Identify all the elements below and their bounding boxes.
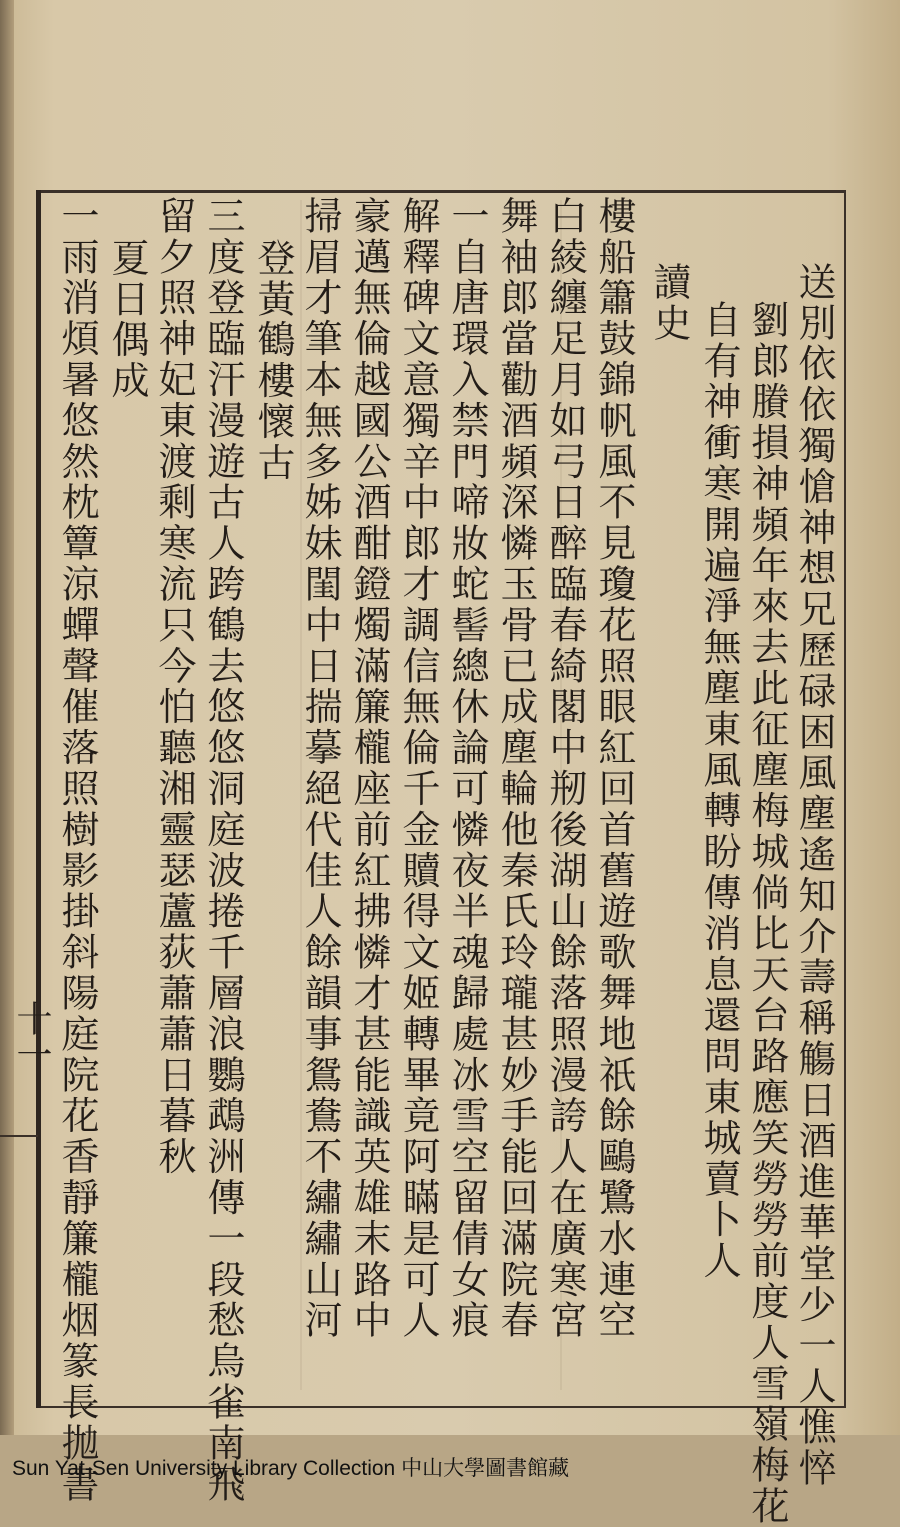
book-spine	[0, 0, 14, 1435]
text-column-5: 樓船簫鼓錦帆風不見瓊花照眼紅回首舊遊歌舞地祇餘鷗鷺水連空	[592, 196, 636, 1342]
text-column-13: 三度登臨汗漫遊古人跨鶴去悠悠洞庭波捲千層浪鸚鵡洲傳一段愁烏雀南飛	[201, 196, 245, 1505]
text-column-7: 舞袖郎當勸酒頻深憐玉骨已成塵輪他秦氏玲瓏甚妙手能回滿院春	[494, 196, 538, 1342]
folio-rule	[0, 1135, 38, 1137]
text-column-1: 送別依依獨愴神想兄歷碌困風塵遙知介壽稱觴日酒進華堂少一人憔悴	[792, 262, 836, 1489]
text-column-3: 自有神衝寒開遍淨無塵東風轉盼傳消息還問東城賣卜人	[697, 300, 741, 1282]
frame-left-border	[36, 190, 41, 1408]
text-column-16: 一雨消煩暑悠然枕簟涼蟬聲催落照樹影掛斜陽庭院花香靜簾櫳烟篆長拋書	[55, 196, 99, 1505]
text-column-8: 一自唐環入禁門啼妝蛇髻總休論可憐夜半魂歸處冰雪空留倩女痕	[445, 196, 489, 1342]
text-column-6: 白綾纏足月如弓日醉臨春綺閣中剏後湖山餘落照漫誇人在廣寒宮	[543, 196, 587, 1342]
collection-caption: Sun Yat-Sen University Library Collection 中山大學圖書館藏	[12, 1457, 570, 1480]
text-column-14: 留夕照神妃東渡剩寒流只今怕聽湘靈瑟蘆荻蕭蕭日暮秋	[152, 196, 196, 1178]
section-heading-dushi: 讀史	[647, 262, 691, 344]
text-column-9: 解釋碑文意獨辛中郎才調信無倫千金贖得文姬轉畢竟阿瞞是可人	[396, 196, 440, 1342]
text-column-2: 劉郎賸損神頻年來去此征塵梅城倘比天台路應笑勞勞前度人雪嶺梅花	[745, 300, 789, 1527]
text-column-10: 豪邁無倫越國公酒酣鐙燭滿簾櫳座前紅拂憐才甚能識英雄末路中	[347, 196, 391, 1342]
section-heading-huanghelou: 登黃鶴樓懷古	[251, 238, 295, 484]
section-heading-xiari: 夏日偶成	[105, 238, 149, 402]
text-column-11: 掃眉才筆本無多姊妹閨中日揣摹絕代佳人餘韻事鴛鴦不繡繡山河	[298, 196, 342, 1342]
folio-number: 十一	[11, 1000, 52, 1072]
